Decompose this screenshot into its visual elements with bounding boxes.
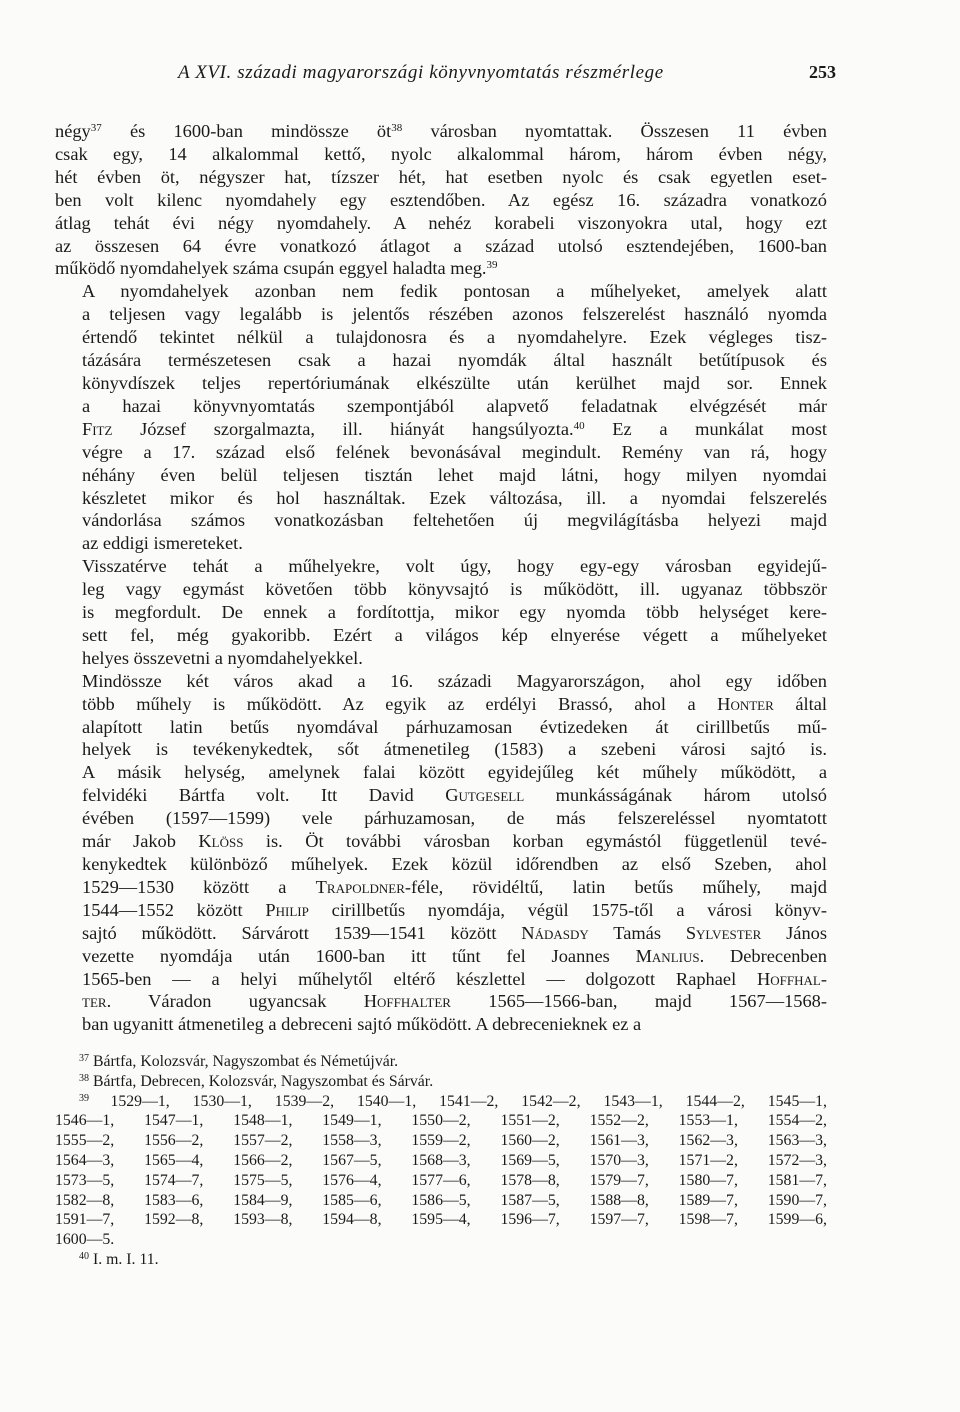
small-caps-name: Honter (717, 693, 774, 714)
footnote-line: 1582—8, 1583—6, 1584—9, 1585—6, 1586—5, 1587—5, 1588—8, 1589—7, 1590—7, (55, 1191, 827, 1209)
text-line: vándorlása számos vonatkozásban feltehetően új megvilágításba helyezi majd (82, 510, 827, 531)
footnote-40 (55, 1250, 827, 1270)
text-line: több műhely is működött. Az egyik az erdélyi Brassó, ahol a Honter által (82, 693, 827, 714)
small-caps-name: ter (82, 991, 107, 1012)
small-caps-name: Trapoldner (315, 876, 405, 897)
footnote-text: I. m. I. 11. (92, 1250, 159, 1268)
text-line: végre a 17. század első felének bevonásával megindult. Remény van rá, hogy (82, 441, 827, 462)
text-line: már Jakob Klöss is. Öt további városban korban egymástól függetlenül tevé- (82, 831, 827, 852)
small-caps-name: Manlius (635, 945, 700, 966)
footnote-ref: 39 (486, 259, 498, 272)
small-caps-name: Gutgesell (445, 785, 525, 806)
text-line: alapított latin betűs nyomdával párhuzamosan évtizedeken át cirillbetűs mű- (82, 716, 827, 737)
text-line: tázására természetesen csak a hazai nyomdák által használt betűtípusok és (82, 350, 827, 371)
text-line: Visszatérve tehát a műhelyekre, volt úgy, hogy egy-egy városban egyidejű- (82, 556, 827, 577)
footnote-text: Bártfa, Kolozsvár, Nagyszombat és Németújvár. (92, 1053, 399, 1070)
text-line: csak egy, 14 alkalommal kettő, nyolc alkalommal három, három évben négy, (55, 143, 827, 164)
text-line: 1529—1530 között a Trapoldner-féle, rövidéltű, latin betűs műhely, majd (82, 876, 827, 897)
small-caps-name: Hoffhalter (363, 991, 451, 1012)
text-line: Fitz József szorgalmazta, ill. hiányát hangsúlyozta.$^{40}$ Ez a munkálat most (82, 418, 827, 439)
small-caps-name: Sylvester (685, 922, 762, 943)
paragraph-4 (55, 670, 827, 1037)
text-line: készletet mikor és hol használtak. Ezek változása, ill. a nyomdai felszerelés (82, 487, 827, 508)
footnotes (55, 1052, 827, 1270)
footnote-37 (55, 1052, 827, 1072)
text-line: A nyomdahelyek azonban nem fedik pontosan a műhelyeket, amelyek alatt (82, 281, 827, 302)
text-line: működő nyomdahelyek száma csupán eggyel haladta meg.$^{39}$ (55, 258, 498, 279)
paragraph-2 (55, 280, 827, 555)
footnote-line: 1555—2, 1556—2, 1557—2, 1558—3, 1559—2, 1560—2, 1561—3, 1562—3, 1563—3, (55, 1132, 827, 1150)
footnote-line: $^{39}$ 1529—1, 1530—1, 1539—2, 1540—1, 1541—2, 1542—2, 1543—1, 1544—2, 1545—1, (79, 1092, 828, 1110)
page-number: 253 (809, 62, 836, 82)
small-caps-name: Hoffhal- (757, 968, 827, 989)
footnote-line: 1564—3, 1565—4, 1566—2, 1567—5, 1568—3, 1569—5, 1570—3, 1571—2, 1572—3, (55, 1151, 827, 1169)
text-line: vezette nyomdája után 1600-ban itt tűnt fel Joannes Manlius. Debrecenben (82, 945, 827, 966)
text-line: átlag tehát évi négy nyomdahely. A nehéz korabeli viszonyokra utal, hogy ezt (55, 212, 827, 233)
text-line: felvidéki Bártfa volt. Itt David Gutgesell munkásságának három utolsó (82, 785, 827, 806)
small-caps-name: Klöss (198, 831, 244, 852)
page-header (178, 62, 838, 90)
text-line: ter. Váradon ugyancsak Hoffhalter 1565—1566-ban, majd 1567—1568- (82, 991, 827, 1012)
text-line: évében (1597—1599) vele párhuzamosan, de más felszereléssel nyomtatott (82, 808, 827, 829)
paragraph-3 (55, 555, 827, 670)
footnote-number: 37 (79, 1053, 89, 1064)
footnote-ref: 40 (573, 419, 585, 432)
text-line: az eddigi ismereteket. (82, 533, 243, 554)
footnote-number: 38 (79, 1072, 89, 1084)
text-line: a teljesen vagy legalább is jelentős részében azonos felszerelést használó nyomda (82, 304, 827, 325)
footnote-39 (55, 1092, 827, 1250)
small-caps-name: Nádasdy (521, 922, 589, 943)
footnote-number: 40 (79, 1250, 89, 1262)
text-line: értendő tekintet nélkül a tulajdonosra és a nyomdahelyre. Ezek végleges tisz- (82, 327, 827, 348)
footnote-ref: 38 (391, 122, 403, 134)
running-title: A XVI. századi magyarországi könyvnyomtatás részmérlege (178, 62, 664, 83)
footnote-ref: 37 (90, 122, 102, 134)
footnote-line: 1600—5. (55, 1231, 115, 1249)
footnote-line: 1546—1, 1547—1, 1548—1, 1549—1, 1550—2, 1551—2, 1552—2, 1553—1, 1554—2, (55, 1112, 827, 1130)
text-line: az összesen 64 évre vonatkozó átlagot a század utolsó esztendejében, 1600-ban (55, 235, 827, 256)
text-line: 1544—1552 között Philip cirillbetűs nyomdája, végül 1575-től a városi könyv- (82, 899, 827, 920)
text-line: Mindössze két város akad a 16. századi Magyarországon, ahol egy időben (82, 670, 827, 691)
footnote-number: 39 (79, 1092, 111, 1104)
small-caps-name: Fitz (82, 418, 113, 439)
text-line: sajtó működött. Sárvárott 1539—1541 között Nádasdy Tamás Sylvester János (82, 922, 827, 943)
footnote-38 (55, 1072, 827, 1092)
text-line: könyvdíszek teljes repertóriumának elkészülte után kerülhet majd sor. Ennek (82, 372, 827, 393)
text-line: leg vagy egymást követően több könyvsajtó is működött, ill. ugyanaz többször (82, 579, 827, 600)
text-line: 1565-ben — a helyi műhelytől eltérő készlettel — dolgozott Raphael Hoffhal- (82, 968, 827, 989)
text-line: ben volt kilenc nyomdahely egy esztendőben. Az egész 16. századra vonatkozó (55, 189, 827, 210)
text-line: néhány éven belül teljesen tisztán lehet majd látni, hogy milyen nyomdai (82, 464, 827, 485)
text-line: A másik helység, amelynek falai között egyidejűleg két műhely működött, a (82, 762, 827, 783)
body-text (55, 120, 827, 1036)
paragraph-1 (55, 120, 827, 280)
footnote-line: 1573—5, 1574—7, 1575—5, 1576—4, 1577—6, 1578—8, 1579—7, 1580—7, 1581—7, (55, 1171, 827, 1189)
footnote-text: Bártfa, Debrecen, Kolozsvár, Nagyszombat és Sárvár. (92, 1072, 434, 1090)
text-line: helyes összevetni a nyomdahelyekkel. (82, 647, 363, 668)
small-caps-name: Philip (265, 899, 309, 920)
text-line: sett fel, még gyakoribb. Ezért a világos kép elnyerése végett a műhelyeket (82, 624, 827, 645)
text-line: négy$^{37}$ és 1600-ban mindössze $öt^{38}$ városban nyomtattak. Összesen 11 évben (55, 121, 827, 141)
text-line: kenykedtek különböző műhelyek. Ezek közül időrendben az első Szeben, ahol (82, 854, 827, 874)
text-line: helyek is tevékenykedtek, sőt átmenetileg (1583) a szebeni városi sajtó is. (82, 739, 827, 760)
text-line: hét évben öt, négyszer hat, tízszer hét, hat esetben nyolc és csak egyetlen eset- (55, 166, 827, 187)
text-line: is megfordult. De ennek a fordítottja, mikor egy nyomda több helységet kere- (82, 602, 827, 623)
text-line: ban ugyanitt átmenetileg a debreceni sajtó működött. A debrecenieknek ez a (82, 1014, 642, 1035)
text-line: a hazai könyvnyomtatás szempontjából alapvető feladatnak elvégzését már (82, 395, 827, 416)
footnote-line: 1591—7, 1592—8, 1593—8, 1594—8, 1595—4, 1596—7, 1597—7, 1598—7, 1599—6, (55, 1211, 827, 1229)
